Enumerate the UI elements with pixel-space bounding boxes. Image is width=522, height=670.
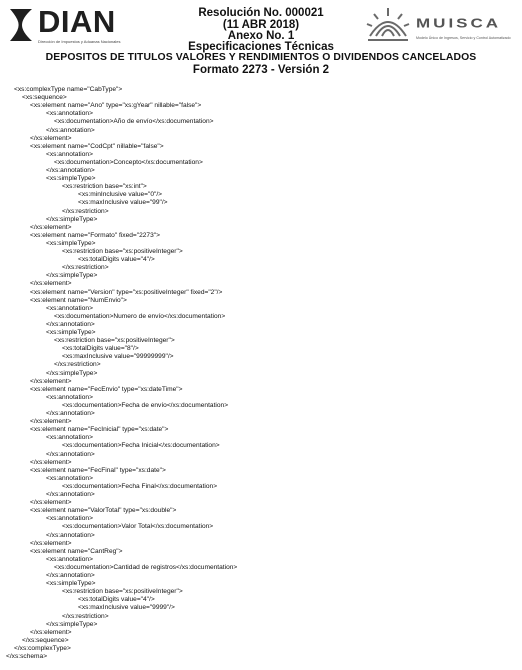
code-line: <xs:maxInclusive value="99999999"/>	[62, 353, 174, 361]
code-line: </xs:restriction>	[62, 612, 109, 620]
muisca-emblem-icon	[364, 6, 412, 44]
code-line: <xs:element name="Version" type="xs:positiveInteger" fixed="2"/>	[30, 288, 223, 296]
code-line: <xs:annotation>	[46, 434, 93, 442]
code-line: <xs:complexType name="CabType">	[14, 86, 123, 93]
code-line: </xs:schema>	[6, 653, 48, 660]
code-line: <xs:annotation>	[46, 150, 93, 158]
code-line: <xs:restriction base="xs:positiveInteger">	[54, 337, 175, 345]
annex-number: Anexo No. 1	[227, 30, 295, 42]
code-line: <xs:documentation>Año de envío</xs:documentation>	[54, 118, 214, 126]
code-line: <xs:element name="Formato" fixed="2273">	[30, 231, 160, 239]
code-line: </xs:element>	[30, 539, 72, 547]
code-line: <xs:annotation>	[46, 555, 93, 563]
code-line: <xs:element name="Ano" type="xs:gYear" nillable="false">	[30, 102, 202, 110]
code-line: </xs:element>	[30, 377, 72, 385]
code-line: <xs:maxInclusive value="9999"/>	[78, 604, 175, 612]
code-line: <xs:documentation>Concepto</xs:documentation>	[54, 158, 203, 166]
code-line: <xs:totalDigits value="4"/>	[78, 256, 155, 264]
code-line: <xs:documentation>Numero de envío</xs:documentation>	[54, 312, 226, 320]
code-line: </xs:restriction>	[54, 361, 101, 369]
code-line: <xs:totalDigits value="8"/>	[62, 345, 139, 353]
code-line: </xs:simpleType>	[46, 369, 98, 377]
code-line: <xs:documentation>Fecha Final</xs:documentation>	[62, 482, 218, 490]
code-line: <xs:documentation>Valor Total</xs:documentation>	[62, 523, 214, 531]
code-line: </xs:element>	[30, 134, 72, 142]
code-line: </xs:annotation>	[46, 410, 95, 417]
dian-tagline: Dirección de Impuestos y Aduanas Nacionales	[38, 39, 121, 44]
code-line: <xs:maxInclusive value="99"/>	[78, 199, 168, 207]
code-line: <xs:annotation>	[46, 110, 93, 118]
format-version: Formato 2273 - Versión 2	[192, 64, 330, 76]
code-line: </xs:sequence>	[22, 636, 69, 644]
code-line: </xs:simpleType>	[46, 272, 98, 280]
code-line: <xs:sequence>	[22, 94, 67, 102]
code-line: <xs:annotation>	[46, 515, 93, 523]
code-line: <xs:simpleType>	[46, 329, 96, 336]
code-line: <xs:element name="FecFinal" type="xs:date">	[30, 466, 166, 474]
code-line: </xs:annotation>	[46, 491, 95, 498]
code-line: <xs:documentation>Fecha de envío</xs:documentation>	[62, 401, 229, 409]
dian-wordmark: DIAN	[38, 4, 116, 39]
code-line: </xs:restriction>	[62, 264, 109, 272]
code-line: </xs:complexType>	[14, 644, 71, 652]
muisca-logo	[364, 6, 520, 50]
code-line: </xs:simpleType>	[46, 620, 98, 628]
code-line: <xs:annotation>	[46, 474, 93, 482]
code-line: <xs:minInclusive value="0"/>	[78, 191, 163, 199]
code-line: <xs:simpleType>	[46, 580, 96, 588]
code-line: <xs:annotation>	[46, 393, 93, 401]
code-line: <xs:simpleType>	[46, 239, 96, 247]
code-line: <xs:restriction base="xs:positiveInteger">	[62, 588, 183, 596]
code-line: <xs:element name="CantReg">	[30, 547, 123, 555]
code-line: </xs:element>	[30, 223, 72, 231]
code-line: <xs:simpleType>	[46, 175, 96, 183]
code-line: <xs:annotation>	[46, 304, 93, 312]
code-line: <xs:element name="FecEnvio" type="xs:dateTime">	[30, 385, 183, 393]
code-line: <xs:restriction base="xs:int">	[62, 183, 147, 191]
code-line: </xs:element>	[30, 628, 72, 636]
code-line: </xs:annotation>	[46, 572, 95, 579]
muisca-wordmark: MUISCA	[416, 16, 502, 31]
code-line: <xs:documentation>Fecha Inicial</xs:documentation>	[62, 442, 220, 450]
code-line: </xs:element>	[30, 280, 72, 288]
resolution-number: Resolución No. 000021	[198, 7, 324, 19]
format-description: DEPOSITOS DE TITULOS VALORES Y RENDIMIENTOS O DIVIDENDOS CANCELADOS	[45, 52, 477, 63]
code-line: <xs:restriction base="xs:positiveInteger">	[62, 248, 183, 255]
section-title: Especificaciones Técnicas	[188, 41, 334, 53]
code-line: </xs:annotation>	[46, 126, 95, 134]
code-line: </xs:annotation>	[46, 531, 95, 539]
code-line: <xs:totalDigits value="4"/>	[78, 596, 155, 604]
code-line: <xs:element name="FecInicial" type="xs:date">	[30, 426, 169, 434]
code-line: </xs:element>	[30, 499, 72, 507]
muisca-tagline: Modelo Único de Ingresos, Servicio y Control Automatizado	[416, 36, 511, 40]
document-header	[0, 0, 522, 80]
code-line: </xs:element>	[30, 418, 72, 426]
code-line: </xs:element>	[30, 458, 72, 466]
code-line: </xs:restriction>	[62, 207, 109, 215]
code-line: </xs:annotation>	[46, 167, 95, 174]
code-line: </xs:simpleType>	[46, 215, 98, 223]
code-line: <xs:documentation>Cantidad de registros</xs:documentation>	[54, 563, 238, 571]
resolution-date: (11 ABR 2018)	[222, 19, 300, 31]
code-line: <xs:element name="ValorTotal" type="xs:double">	[30, 507, 177, 515]
code-line: </xs:annotation>	[46, 320, 95, 328]
code-line: <xs:element name="CodCpt" nillable="false">	[30, 142, 164, 150]
code-line: <xs:element name="NumEnvio">	[30, 296, 127, 304]
code-line: </xs:annotation>	[46, 450, 95, 458]
